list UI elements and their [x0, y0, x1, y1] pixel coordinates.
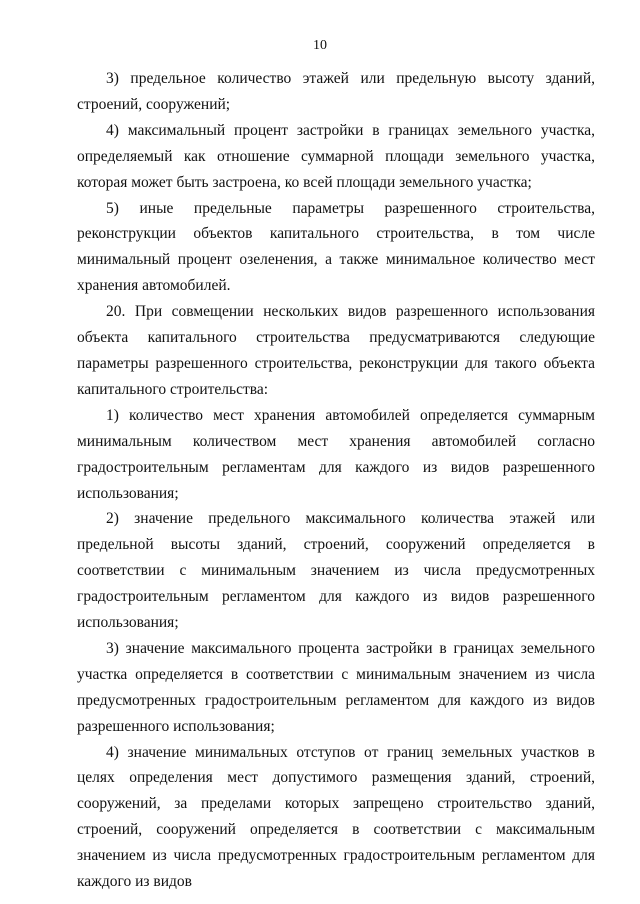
paragraph-item-2-height: 2) значение предельного максимального количества этажей или предельной высоты зданий, строений, сооружений определяется в соответствии с минимальным значением из числа предусмотренных градостроительным регламентом для каждого из видов разрешенного использования;	[77, 510, 595, 632]
page-number: 10	[313, 38, 327, 53]
body-text	[77, 66, 595, 895]
paragraph-item-1-parking: 1) количество мест хранения автомобилей определяется суммарным минимальным количеством мест хранения автомобилей согласно градостроительным регламентам для каждого из видов разрешенного использования;	[77, 406, 595, 502]
paragraph-item-3-floors: 3) предельное количество этажей или предельную высоту зданий, строений, сооружений;	[77, 70, 595, 113]
paragraph-item-3-coverage: 3) значение максимального процента застройки в границах земельного участка определяется в соответствии с минимальным значением из числа предусмотренных градостроительным регламентом для каждого из видов разрешенного использования;	[77, 639, 595, 735]
paragraph-item-4-setbacks: 4) значение минимальных отступов от границ земельных участков в целях определения мест допустимого размещения зданий, строений, сооружений, за пределами которых запрещено строительство зданий, строений, сооружений определяется в соответствии с максимальным значением из числа предусмотренных градостроительным регламентом для каждого из видов	[77, 743, 595, 891]
paragraph-item-4-coverage: 4) максимальный процент застройки в границах земельного участка, определяемый как отношение суммарной площади земельного участка, которая может быть застроена, ко всей площади земельного участка;	[77, 121, 595, 191]
paragraph-clause-20: 20. При совмещении нескольких видов разрешенного использования объекта капитального строительства предусматриваются следующие параметры разрешенного строительства, реконструкции для такого объекта капитального строительства:	[77, 303, 595, 398]
paragraph-item-5-other-params: 5) иные предельные параметры разрешенного строительства, реконструкции объектов капитального строительства, в том числе минимальный процент озеленения, а также минимальное количество мест хранения автомобилей.	[77, 199, 595, 295]
